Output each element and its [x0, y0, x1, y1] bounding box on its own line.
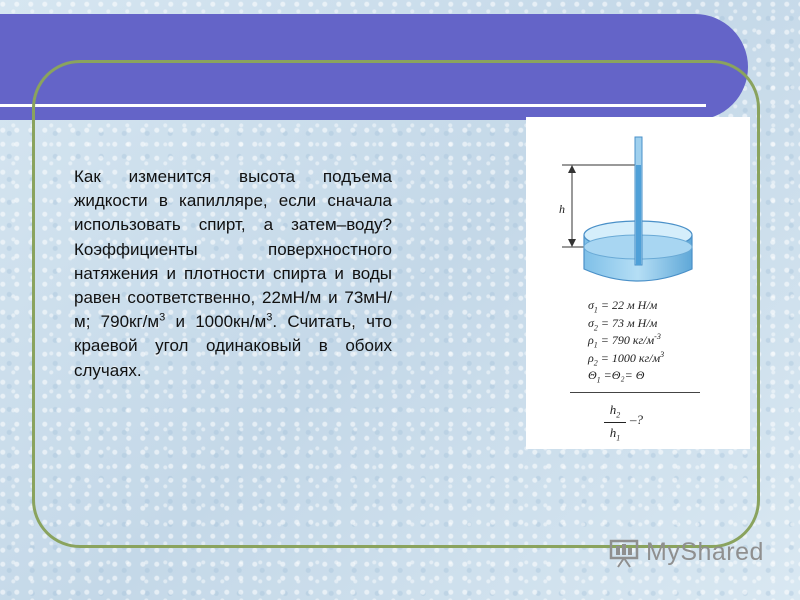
capillary-liquid — [636, 165, 641, 265]
arrow-head-top — [568, 165, 576, 173]
watermark-logo — [608, 536, 768, 570]
given-divider — [570, 392, 700, 393]
fraction-denominator: $h_1$ — [609, 424, 621, 443]
problem-sup1: 3 — [159, 311, 166, 324]
problem-text — [74, 165, 392, 383]
given-row: $\rho_1 = 790$ $кг/м^{-3}$ — [588, 332, 661, 350]
given-row: $\sigma_2 = 73$ м Н/м — [588, 315, 658, 332]
arrow-head-bottom — [568, 239, 576, 247]
given-row: $\Theta_1 =\Theta_2= \Theta$ — [588, 368, 645, 385]
capillary-diagram — [526, 117, 750, 449]
capillary-figure — [526, 117, 750, 449]
given-list — [588, 297, 664, 385]
problem-text-part1: Как изменится высота подъема жидкости в капилляре, если сначала использовать спирт, а затем–воду? Коэффициенты поверхностного натяжения и плотности спирта и воды равен соответственно, 22мН/м и 73мН/м; 790кг/м — [74, 167, 392, 332]
problem-text-part3: . Считать, что краевой угол одинаковый в обоих случаях. — [74, 312, 393, 380]
presentation-board-icon — [608, 538, 642, 568]
logo-text: MyShared — [646, 538, 764, 566]
given-row: $\sigma_1 = 22$ м Н/м — [588, 298, 658, 315]
fraction-bar — [604, 422, 626, 423]
problem-text-part2: и 1000кн/м — [165, 312, 267, 332]
fraction-numerator: $h_2$ — [609, 402, 621, 420]
problem-sup2: 3 — [266, 311, 273, 324]
find-question: –? — [630, 412, 643, 427]
given-row: $\rho_2 = 1000$ $кг/м^3$ — [588, 349, 665, 367]
find-fraction — [604, 402, 643, 443]
h-label: h — [559, 202, 565, 216]
